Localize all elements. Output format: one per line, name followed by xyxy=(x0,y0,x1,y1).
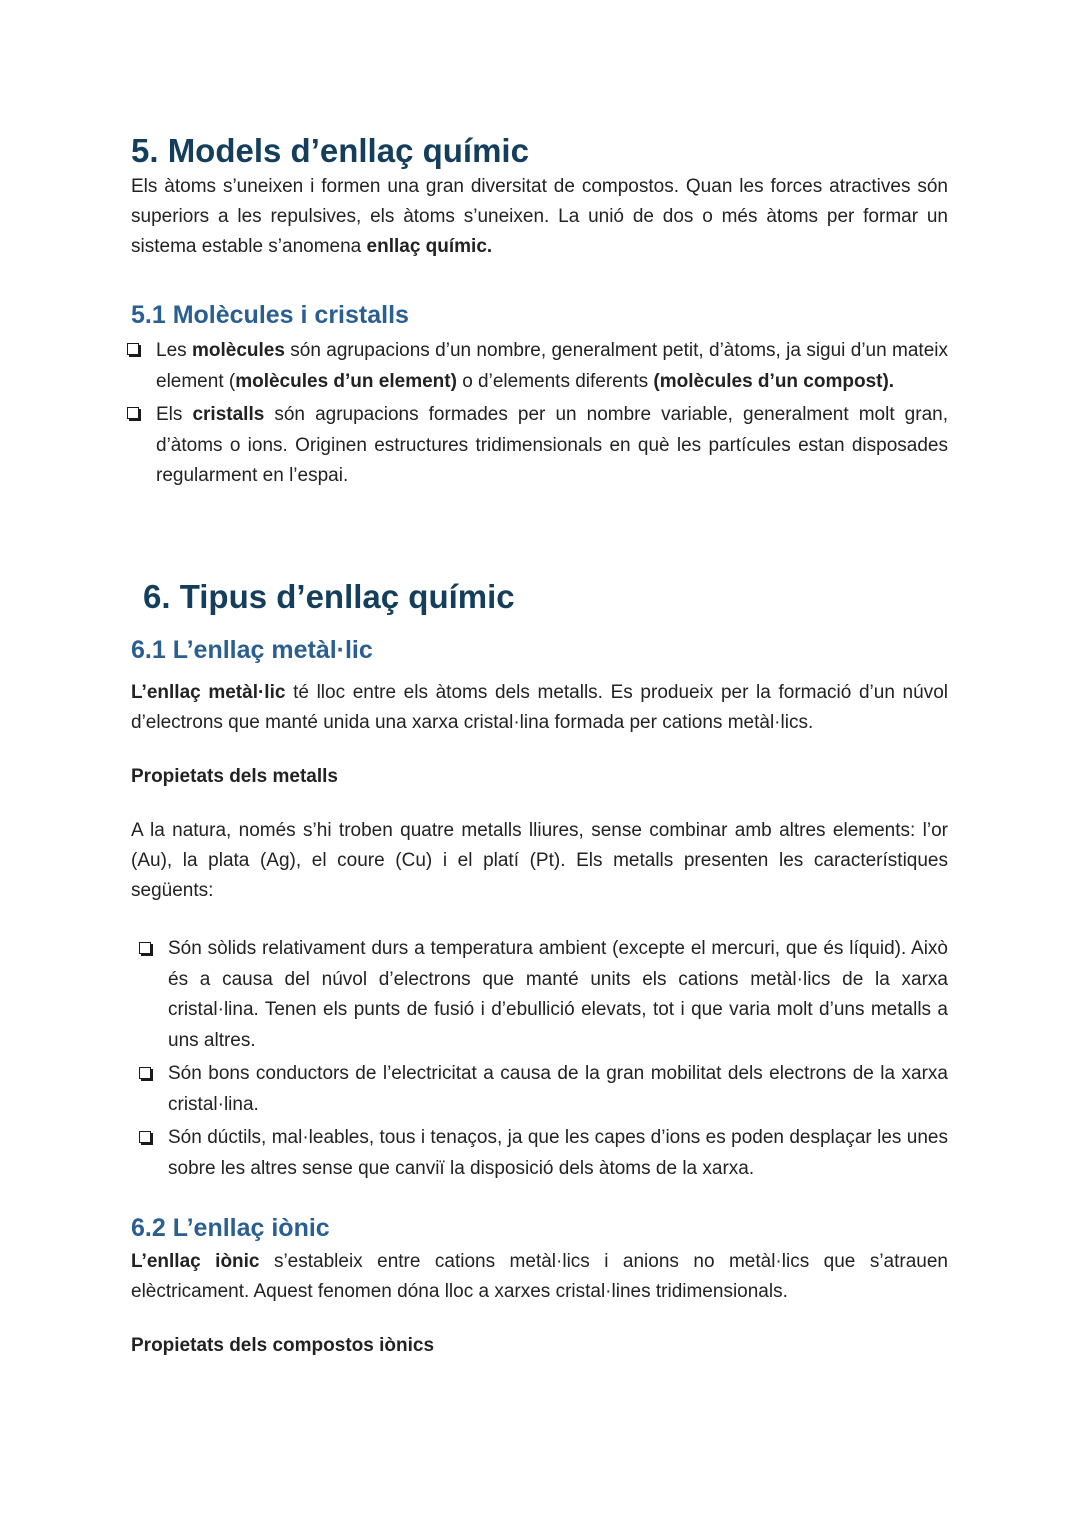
metals-properties-list xyxy=(168,934,948,1184)
crystals-term: cristalls xyxy=(192,404,265,425)
metals-properties-intro: A la natura, només s’hi troben quatre metalls lliures, sense combinar amb altres elements: l’or (Au), la plata (Ag), el coure (Cu) i el platí (Pt). Els metalls presenten les característiques següents: xyxy=(131,820,948,901)
metal-property-text: Són sòlids relativament durs a temperatura ambient (excepte el mercuri, que és líquid). Això és a causa del núvol d’electrons que manté units els cations metàl·lics de la xarxa cristal·lina. Tenen els punts de fusió i d’ebullició elevats, tot i que varia molt d’uns metalls a uns altres. xyxy=(168,938,948,1051)
list-item-metal-property xyxy=(168,934,948,1056)
metallic-bond-text: té lloc entre els àtoms dels metalls. Es produeix per la formació d’un núvol d’electrons que manté unida una xarxa cristal·lina formada per cations metàl·lics. xyxy=(131,682,948,733)
section-6-1-title: 6.1 L’enllaç metàl·lic xyxy=(131,636,373,664)
section-5-1-title: 5.1 Molècules i cristalls xyxy=(131,301,409,329)
checkbox-bullet-icon xyxy=(127,343,139,355)
molecules-text-2: són agrupacions d’un nombre, generalment petit, d’àtoms, ja sigui d’un mateix element ( xyxy=(156,340,948,392)
metal-property-text: Són dúctils, mal·leables, tous i tenaços, ja que les capes d’ions es poden desplaçar les unes sobre les altres sense que canviï la disposició dels àtoms de la xarxa. xyxy=(168,1127,948,1179)
ionic-properties-title: Propietats dels compostos iònics xyxy=(131,1335,435,1356)
checkbox-bullet-icon xyxy=(139,1067,151,1079)
metallic-bond-term: L’enllaç metàl·lic xyxy=(131,682,286,703)
molecules-element-term: molècules d’un element) xyxy=(235,370,457,392)
molecules-text-3: o d’elements diferents xyxy=(456,370,654,392)
metallic-bond-definition xyxy=(131,678,948,738)
section-5-intro xyxy=(131,172,948,262)
list-item-molecules xyxy=(156,336,948,397)
molecules-compound-term: (molècules d’un compost). xyxy=(653,370,895,392)
metals-properties-title: Propietats dels metalls xyxy=(131,766,338,787)
ionic-bond-definition xyxy=(131,1247,948,1307)
list-item-metal-property xyxy=(168,1059,948,1120)
crystals-text-2: són agrupacions formades per un nombre variable, generalment molt gran, d’àtoms o ions. Originen estructures tridimensionals en què les partícules estan disposades regularment en l’espai. xyxy=(156,404,948,486)
section-5-title: 5. Models d’enllaç químic xyxy=(131,132,529,169)
section-6-title: 6. Tipus d’enllaç químic xyxy=(143,578,515,615)
metal-property-text: Són bons conductors de l’electricitat a causa de la gran mobilitat dels electrons de la xarxa cristal·lina. xyxy=(168,1063,948,1115)
molecules-term: molècules xyxy=(192,340,285,361)
section-5-intro-text: Els àtoms s’uneixen i formen una gran diversitat de compostos. Quan les forces atractives són superiors a les repulsives, els àtoms s’uneixen. La unió de dos o més àtoms per formar un sistema estable s’anomena xyxy=(131,176,948,257)
ionic-bond-text: s’estableix entre cations metàl·lics i anions no metàl·lics que s’atrauen elèctricament. Aquest fenomen dóna lloc a xarxes cristal·lines tridimensionals. xyxy=(131,1251,948,1302)
molecules-text-1: Les xyxy=(156,340,192,361)
section-5-1-list xyxy=(156,336,948,492)
crystals-text-1: Els xyxy=(156,404,193,425)
checkbox-bullet-icon xyxy=(127,407,139,419)
section-5-intro-term: enllaç químic. xyxy=(366,236,493,257)
section-6-2-title: 6.2 L’enllaç iònic xyxy=(131,1214,330,1242)
list-item-metal-property xyxy=(168,1123,948,1184)
checkbox-bullet-icon xyxy=(139,942,151,954)
list-item-crystals xyxy=(156,400,948,492)
ionic-bond-term: L’enllaç iònic xyxy=(131,1251,260,1272)
checkbox-bullet-icon xyxy=(139,1131,151,1143)
